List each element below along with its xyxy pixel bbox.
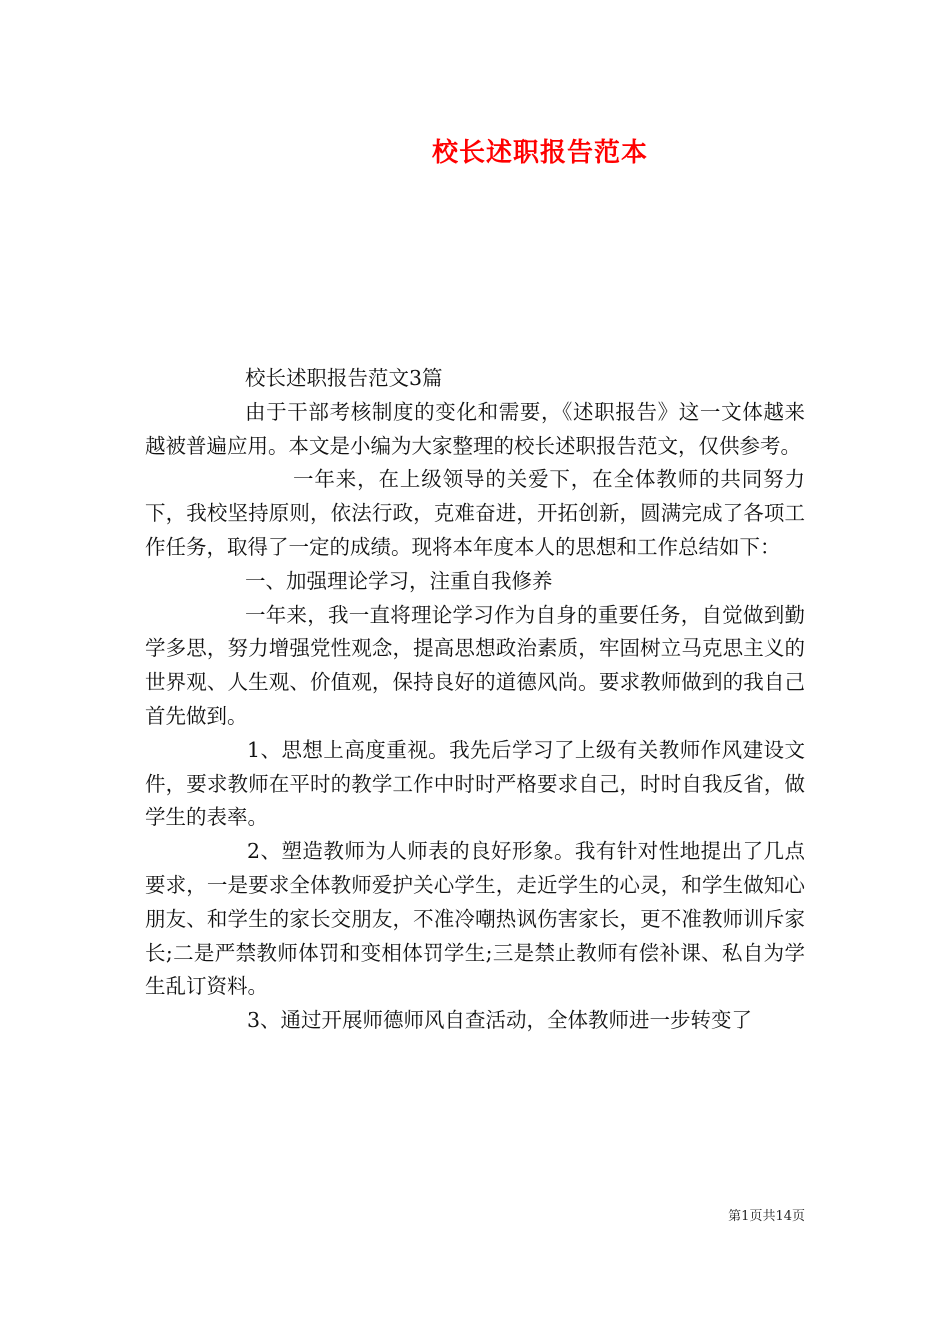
- list-item-2: 2、塑造教师为人师表的良好形象。我有针对性地提出了几点要求，一是要求全体教师爱护关心学生，走近学生的心灵，和学生做知心朋友、和学生的家长交朋友，不准冷嘲热讽伤害家长，更不准教师训斥家长;二是严禁教师体罚和变相体罚学生;三是禁止教师有偿补课、私自为学生乱订资料。: [145, 839, 805, 999]
- body-paragraph: 一年来，我一直将理论学习作为自身的重要任务，自觉做到勤学多思，努力增强党性观念，提高思想政治素质，牢固树立马克思主义的世界观、人生观、价值观，保持良好的道德风尚。要求教师做到的我自己首先做到。: [145, 602, 805, 728]
- list-item-1: 1、思想上高度重视。我先后学习了上级有关教师作风建设文件，要求教师在平时的教学工作中时时严格要求自己，时时自我反省，做学生的表率。: [145, 737, 805, 830]
- document-title: 校长述职报告范本: [431, 138, 648, 168]
- subtitle-paragraph: 校长述职报告范文3篇: [245, 366, 443, 390]
- section-heading: 一、加强理论学习，注重自我修养: [245, 568, 553, 593]
- list-item-3: 3、通过开展师德师风自查活动，全体教师进一步转变了: [247, 1008, 753, 1033]
- page-number: 第1页共14页: [728, 1209, 805, 1224]
- summary-paragraph: 一年来，在上级领导的关爱下，在全体教师的共同努力下，我校坚持原则，依法行政，克难奋进，开拓创新，圆满完成了各项工作任务，取得了一定的成绩。现将本年度本人的思想和工作总结如下：: [145, 467, 805, 559]
- intro-paragraph: 由于干部考核制度的变化和需要，《述职报告》这一文体越来越被普遍应用。本文是小编为大家整理的校长述职报告范文，仅供参考。: [145, 399, 805, 458]
- document-body: [145, 362, 805, 1038]
